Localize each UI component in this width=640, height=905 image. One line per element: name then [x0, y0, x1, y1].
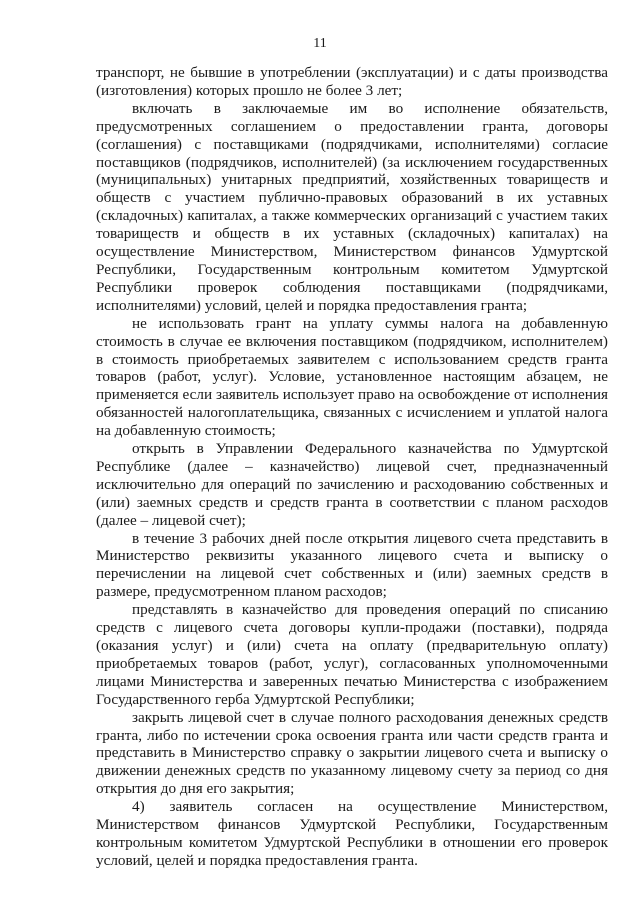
- paragraph-open-account: открыть в Управлении Федерального казначейства по Удмуртской Республике (далее – казначейство) лицевой счет, предназначенный исключительно для операций по зачислению и расходованию собственных и (или) заемных средств и средств гранта в соответствии с планом расходов (далее – лицевой счет);: [96, 440, 608, 529]
- paragraph-continuation: транспорт, не бывшие в употреблении (эксплуатации) и с даты производства (изготовления) которых прошло не более 3 лет;: [96, 64, 608, 99]
- paragraph-close-account: закрыть лицевой счет в случае полного расходования денежных средств гранта, либо по истечении срока освоения гранта или части средств гранта и представить в Министерство справку о закрытии лицевого счета и выписку о движении денежных средств по указанному лицевому счету за период со дня открытия до дня его закрытия;: [96, 708, 608, 798]
- paragraph-account-details: в течение 3 рабочих дней после открытия лицевого счета представить в Министерство реквизиты указанного лицевого счета и выписку о перечислении на лицевой счет собственных и (или) заемных средств в размере, предусмотренном планом расходов;: [96, 529, 608, 601]
- paragraph-vat: не использовать грант на уплату суммы налога на добавленную стоимость в случае ее включения поставщиком (подрядчиком, исполнителем) в стоимость приобретаемых заявителем с использованием средств гранта товаров (работ, услуг). Условие, установленное настоящим абзацем, не применяется если заявитель использует право на освобождение от исполнения обязанностей налогоплательщика, связанных с исчислением и уплатой налога на добавленную стоимость;: [96, 314, 608, 440]
- paragraph-applicant-consent: 4) заявитель согласен на осуществление Министерством, Министерством финансов Удмуртской Республики, Государственным контрольным комитетом Удмуртской Республики в отношении его проверок условий, целей и порядка предоставления гранта.: [96, 798, 608, 869]
- paragraph-supplier-consent: включать в заключаемые им во исполнение обязательств, предусмотренных соглашением о предоставлении гранта, договоры (соглашения) с поставщиками (подрядчиками, исполнителями) согласие поставщиков (подрядчиков, исполнителей) (за исключением государственных (муниципальных) унитарных предприятий, хозяйственных товариществ и обществ с участием публично-правовых образований в их уставных (складочных) капиталах, а также коммерческих организаций с участием таких товариществ и обществ в их уставных (складочных) капиталах) на осуществление Министерством, Министерством финансов Удмуртской Республики, Государственным контрольным комитетом Удмуртской Республики проверок соблюдения поставщиками (подрядчиками, исполнителями) условий, целей и порядка предоставления гранта;: [96, 99, 608, 314]
- page-number: 11: [313, 36, 327, 51]
- paragraph-treasury-documents: представлять в казначейство для проведения операций по списанию средств с лицевого счета договоры купли-продажи (поставки), подряда (оказания услуг) и (или) счета на оплату (предварительную оплату) приобретаемых товаров (работ, услуг), согласованных уполномоченными лицами Министерства и заверенных печатью Министерства с изображением Государственного герба Удмуртской Республики;: [96, 601, 608, 708]
- document-body: [96, 64, 608, 870]
